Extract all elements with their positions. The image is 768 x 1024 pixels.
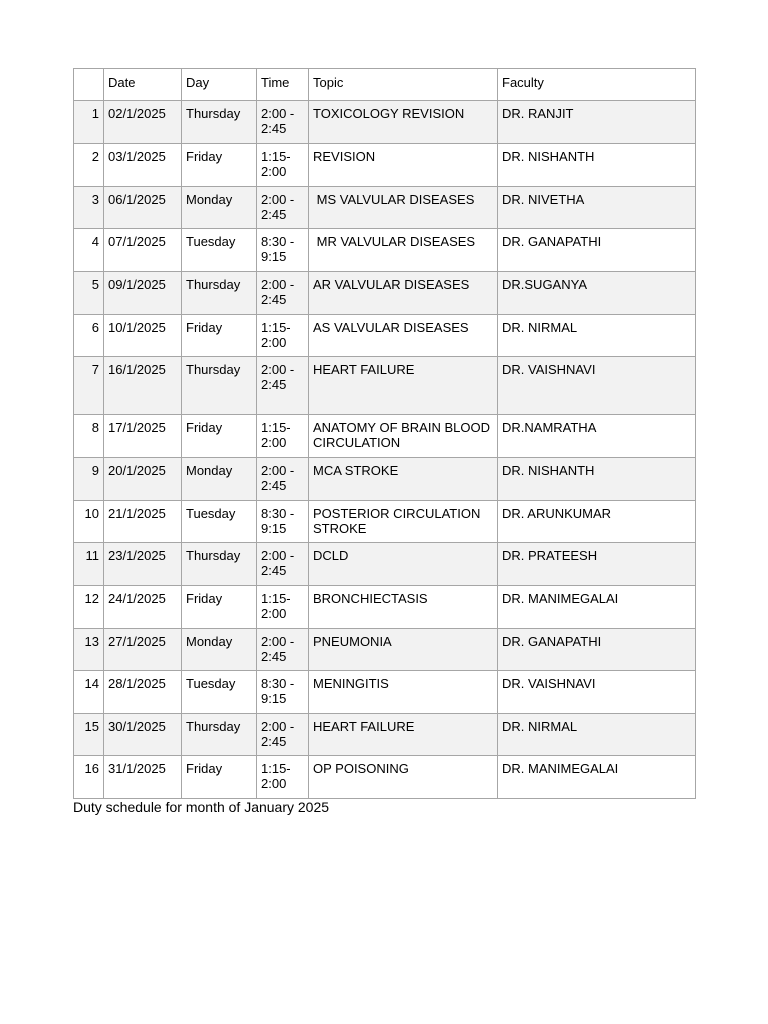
table-row <box>74 714 696 756</box>
faculty-cell: DR. RANJIT <box>498 101 696 144</box>
row-number: 11 <box>74 543 104 586</box>
date-cell: 16/1/2025 <box>104 357 182 415</box>
table-row <box>74 415 696 458</box>
day-cell: Monday <box>182 187 257 229</box>
date-cell: 02/1/2025 <box>104 101 182 144</box>
time-cell: 2:00 - 2:45 <box>257 629 309 671</box>
day-cell: Thursday <box>182 714 257 756</box>
time-cell: 8:30 - 9:15 <box>257 671 309 714</box>
header-cell-topic: Topic <box>309 69 498 101</box>
row-number: 9 <box>74 458 104 501</box>
faculty-cell: DR.NAMRATHA <box>498 415 696 458</box>
date-cell: 28/1/2025 <box>104 671 182 714</box>
duty-schedule-table <box>73 68 696 799</box>
time-cell: 2:00 - 2:45 <box>257 101 309 144</box>
header-cell-number <box>74 69 104 101</box>
time-cell: 2:00 - 2:45 <box>257 272 309 315</box>
topic-cell: HEART FAILURE <box>309 357 498 415</box>
row-number: 1 <box>74 101 104 144</box>
table-row <box>74 671 696 714</box>
time-cell: 2:00 - 2:45 <box>257 357 309 415</box>
faculty-cell: DR. PRATEESH <box>498 543 696 586</box>
header-cell-time: Time <box>257 69 309 101</box>
time-cell: 2:00 - 2:45 <box>257 543 309 586</box>
table-row <box>74 586 696 629</box>
day-cell: Monday <box>182 629 257 671</box>
faculty-cell: DR.SUGANYA <box>498 272 696 315</box>
topic-cell: AR VALVULAR DISEASES <box>309 272 498 315</box>
date-cell: 24/1/2025 <box>104 586 182 629</box>
faculty-cell: DR. GANAPATHI <box>498 229 696 272</box>
time-cell: 1:15- 2:00 <box>257 586 309 629</box>
row-number: 6 <box>74 315 104 357</box>
day-cell: Friday <box>182 415 257 458</box>
topic-cell: MENINGITIS <box>309 671 498 714</box>
table-row <box>74 629 696 671</box>
row-number: 3 <box>74 187 104 229</box>
day-cell: Tuesday <box>182 501 257 543</box>
date-cell: 20/1/2025 <box>104 458 182 501</box>
topic-cell: REVISION <box>309 144 498 187</box>
table-row <box>74 357 696 415</box>
date-cell: 10/1/2025 <box>104 315 182 357</box>
day-cell: Thursday <box>182 101 257 144</box>
topic-cell: PNEUMONIA <box>309 629 498 671</box>
table-row <box>74 501 696 543</box>
faculty-cell: DR. MANIMEGALAI <box>498 756 696 799</box>
document-page <box>73 68 695 815</box>
faculty-cell: DR. VAISHNAVI <box>498 671 696 714</box>
time-cell: 2:00 - 2:45 <box>257 714 309 756</box>
table-caption: Duty schedule for month of January 2025 <box>73 799 330 815</box>
day-cell: Thursday <box>182 272 257 315</box>
time-cell: 8:30 - 9:15 <box>257 501 309 543</box>
topic-cell: ANATOMY OF BRAIN BLOOD CIRCULATION <box>309 415 498 458</box>
faculty-cell: DR. NIRMAL <box>498 714 696 756</box>
time-cell: 1:15- 2:00 <box>257 415 309 458</box>
time-cell: 8:30 - 9:15 <box>257 229 309 272</box>
day-cell: Tuesday <box>182 671 257 714</box>
topic-cell: HEART FAILURE <box>309 714 498 756</box>
faculty-cell: DR. GANAPATHI <box>498 629 696 671</box>
date-cell: 30/1/2025 <box>104 714 182 756</box>
row-number: 15 <box>74 714 104 756</box>
day-cell: Thursday <box>182 543 257 586</box>
day-cell: Thursday <box>182 357 257 415</box>
date-cell: 27/1/2025 <box>104 629 182 671</box>
faculty-cell: DR. NIVETHA <box>498 187 696 229</box>
header-cell-day: Day <box>182 69 257 101</box>
topic-cell: POSTERIOR CIRCULATION STROKE <box>309 501 498 543</box>
topic-cell: DCLD <box>309 543 498 586</box>
row-number: 10 <box>74 501 104 543</box>
date-cell: 31/1/2025 <box>104 756 182 799</box>
table-row <box>74 458 696 501</box>
row-number: 8 <box>74 415 104 458</box>
date-cell: 03/1/2025 <box>104 144 182 187</box>
topic-cell: MS VALVULAR DISEASES <box>309 187 498 229</box>
time-cell: 2:00 - 2:45 <box>257 458 309 501</box>
table-row <box>74 229 696 272</box>
header-cell-date: Date <box>104 69 182 101</box>
faculty-cell: DR. NISHANTH <box>498 144 696 187</box>
topic-cell: BRONCHIECTASIS <box>309 586 498 629</box>
faculty-cell: DR. ARUNKUMAR <box>498 501 696 543</box>
day-cell: Friday <box>182 315 257 357</box>
table-header-row <box>74 69 696 101</box>
row-number: 5 <box>74 272 104 315</box>
faculty-cell: DR. VAISHNAVI <box>498 357 696 415</box>
time-cell: 1:15- 2:00 <box>257 315 309 357</box>
row-number: 2 <box>74 144 104 187</box>
time-cell: 1:15- 2:00 <box>257 756 309 799</box>
table-row <box>74 543 696 586</box>
faculty-cell: DR. NIRMAL <box>498 315 696 357</box>
topic-cell: TOXICOLOGY REVISION <box>309 101 498 144</box>
date-cell: 17/1/2025 <box>104 415 182 458</box>
table-row <box>74 187 696 229</box>
date-cell: 23/1/2025 <box>104 543 182 586</box>
day-cell: Friday <box>182 756 257 799</box>
faculty-cell: DR. NISHANTH <box>498 458 696 501</box>
day-cell: Tuesday <box>182 229 257 272</box>
row-number: 16 <box>74 756 104 799</box>
table-row <box>74 144 696 187</box>
row-number: 12 <box>74 586 104 629</box>
day-cell: Friday <box>182 586 257 629</box>
date-cell: 06/1/2025 <box>104 187 182 229</box>
row-number: 13 <box>74 629 104 671</box>
date-cell: 21/1/2025 <box>104 501 182 543</box>
table-row <box>74 315 696 357</box>
topic-cell: MR VALVULAR DISEASES <box>309 229 498 272</box>
topic-cell: MCA STROKE <box>309 458 498 501</box>
table-row <box>74 101 696 144</box>
date-cell: 09/1/2025 <box>104 272 182 315</box>
table-row <box>74 756 696 799</box>
date-cell: 07/1/2025 <box>104 229 182 272</box>
row-number: 4 <box>74 229 104 272</box>
faculty-cell: DR. MANIMEGALAI <box>498 586 696 629</box>
time-cell: 2:00 - 2:45 <box>257 187 309 229</box>
day-cell: Monday <box>182 458 257 501</box>
header-cell-faculty: Faculty <box>498 69 696 101</box>
topic-cell: OP POISONING <box>309 756 498 799</box>
table-body <box>74 101 696 799</box>
row-number: 7 <box>74 357 104 415</box>
time-cell: 1:15- 2:00 <box>257 144 309 187</box>
topic-cell: AS VALVULAR DISEASES <box>309 315 498 357</box>
table-row <box>74 272 696 315</box>
day-cell: Friday <box>182 144 257 187</box>
row-number: 14 <box>74 671 104 714</box>
